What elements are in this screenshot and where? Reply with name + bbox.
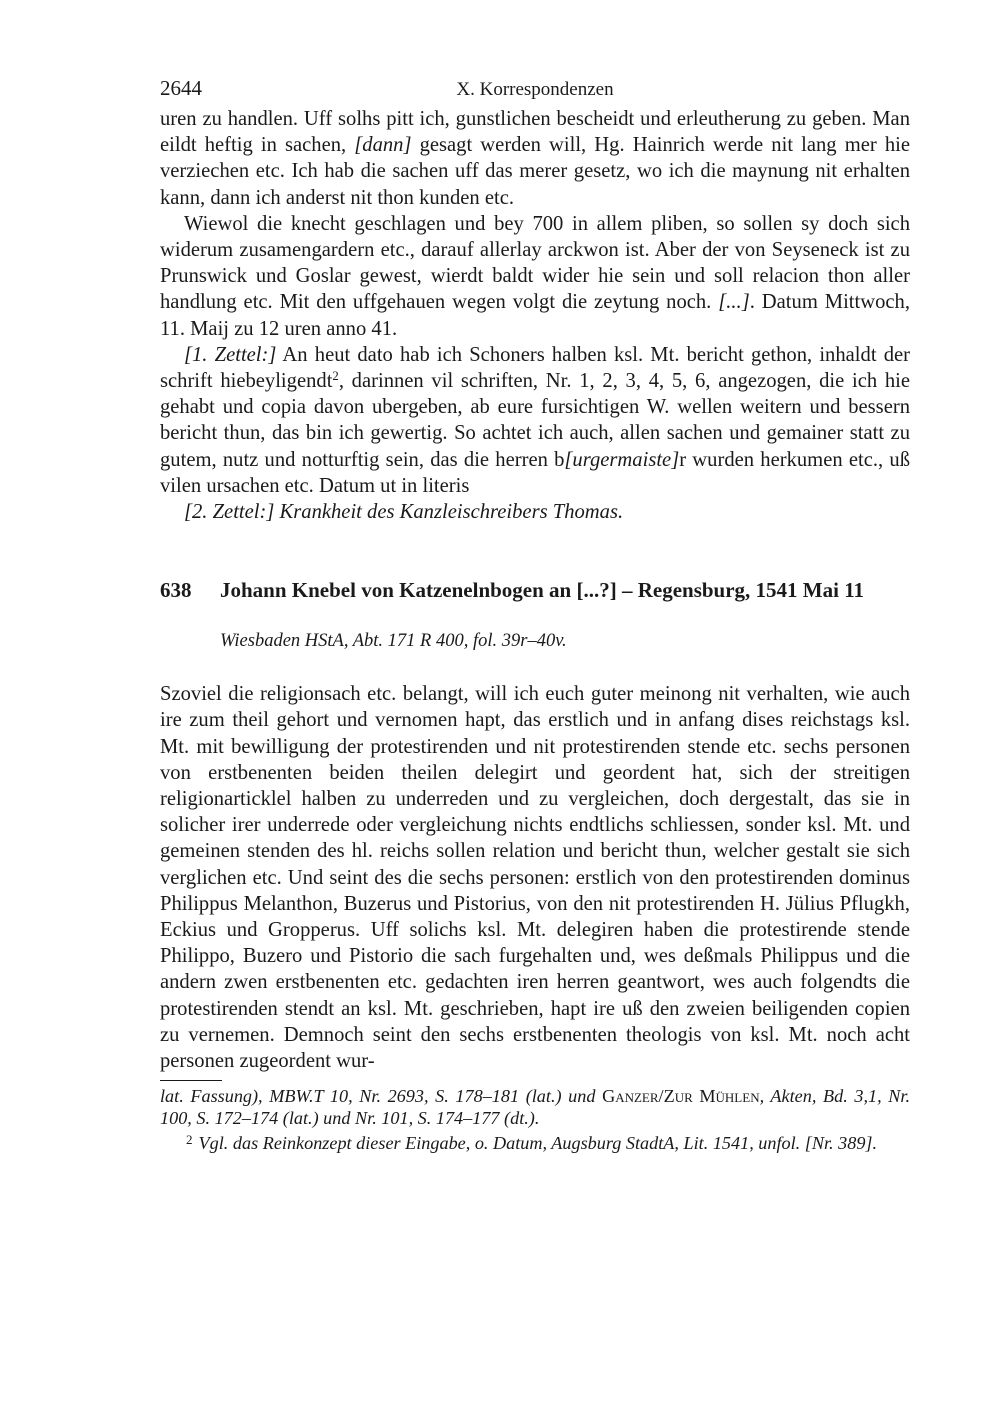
zettel-2-text: [2. Zettel:] Krankheit des Kanzleischreibers Thomas.: [184, 501, 624, 524]
page: [160, 76, 910, 1155]
running-title: X. Korrespondenzen: [456, 79, 614, 100]
document-number: 638: [160, 578, 192, 603]
text-run: lat. Fassung), MBW.T 10, Nr. 2693, S. 178–181 (lat.) und: [160, 1086, 603, 1107]
page-number: 2644: [160, 76, 202, 100]
text-run: r wurden herkumen etc., uß vilen ursachen etc. Datum ut in literis: [160, 448, 910, 497]
footnote-2-mark: 2: [186, 1132, 193, 1148]
editorial-insertion: [dann]: [354, 134, 412, 157]
text-run: . Datum Mittwoch, 11. Maij zu 12 uren anno 41.: [160, 291, 910, 340]
text-run: gesagt werden will, Hg. Hainrich werde nit lang mer hie verziechen etc. Ich hab die sachen uff das merer gesetz, wo ich die maynung nit erhalten kann, dann ich anderst nit thon kunden etc.: [160, 134, 910, 209]
continuation-paragraph-1: [160, 106, 910, 211]
text-run: Wiewol die knecht geschlagen und bey 700 in allem pliben, so sollen sy doch sich widerum zusamengardern etc., darauf allerlay arckwon ist. Aber der von Seyseneck ist zu Prunswick und Goslar gewest, wierdt baldt wider hie sein und soll relacion thon aller handlung etc. Mit den uffgehauen wegen volgt die zeytung noch.: [160, 212, 910, 314]
editorial-omission: [...]: [718, 291, 750, 314]
author-names: Ganzer/Zur Mühlen: [602, 1086, 760, 1107]
footnote-rule: [160, 1080, 222, 1081]
document-source: Wiesbaden HStA, Abt. 171 R 400, fol. 39r–40v.: [220, 631, 567, 652]
document-title: Johann Knebel von Katzenelnbogen an [...?] – Regensburg, 1541 Mai 11: [220, 578, 865, 603]
text-run: , darinnen vil schriften, Nr. 1, 2, 3, 4, 5, 6, angezogen, die ich hie gehabt und copia davon ubergeben, ab eure fursichtigen W. wellen weitern und bessern bericht thun, das bin ich gewertig. So achtet ich auch, allen sachen und gemainer statt zu gutem, nutz und notturftig sein, das die herren b: [160, 370, 910, 471]
zettel-2-paragraph: [160, 499, 910, 525]
text-run: An heut dato hab ich Schoners halben ksl. Mt. bericht gethon, inhaldt der schrift hiebeyligendt: [160, 343, 910, 393]
footnote-ref-2[interactable]: 2: [332, 369, 339, 384]
continuation-paragraph-2: [160, 211, 910, 342]
zettel-1-paragraph: [160, 342, 910, 499]
footnotes: [160, 1085, 910, 1154]
text-run: , Akten, Bd. 3,1, Nr. 100, S. 172–174 (lat.) und Nr. 101, S. 174–177 (dt.).: [160, 1086, 910, 1129]
editorial-insertion: [urgermaiste]: [564, 448, 680, 471]
running-head: [160, 76, 910, 106]
zettel-1-label: [1. Zettel:]: [184, 343, 277, 366]
document-heading: [160, 577, 910, 603]
footnote-2-text: Vgl. das Reinkonzept dieser Eingabe, o. Datum, Augsburg StadtA, Lit. 1541, unfol. [Nr. 389].: [198, 1133, 878, 1154]
text-run: uren zu handlen. Uff solhs pitt ich, gunstlichen bescheidt und erleutherung zu geben. Man eildt heftig in sachen,: [160, 108, 910, 157]
footnote-continuation: [160, 1085, 910, 1129]
footnote-2: [160, 1129, 910, 1154]
document-body: Szoviel die religionsach etc. belangt, will ich euch guter meinong nit verhalten, wie auch ire zum theil gehort und vernomen hapt, das erstlich und in anfang dises reichstags ksl. Mt. mit bewilligung der protestirenden und nit protestirenden stende etc. sechs personen von erstbenenten beiden theilen delegirt und geordent hat, sich der streitigen religionarticklel halben zu underreden und zu vergleichen, doch dergestalt, das sie in solicher irer underrede oder vergleichung nichts endtlichs schliessen, sonder ksl. Mt. und gemeinen stenden des hl. reichs sollen relation und bericht thun, welcher gestalt sie sich verglichen etc. Und seint des die sechs personen: erstlich von den protestirenden dominus Philippus Melanthon, Buzerus und Pistorius, von den nit protestirenden H. Jülius Pflugkh, Eckius und Gropperus. Uff solichs ksl. Mt. delegiren haben die protestirende stende Philippo, Buzero und Pistorio die sach furgehalten und, wes deßmals Philippus und die andern zwen erstbenenten etc. gedachten iren herren geantwort, wes auch folgendts die protestirenden stendt an ksl. Mt. geschrieben, hapt ire uß den zweien beiligenden copien zu vernemen. Demnoch seint den sechs erstbenenten theologis von ksl. Mt. noch acht personen zugeordent wur-: [160, 683, 910, 1073]
